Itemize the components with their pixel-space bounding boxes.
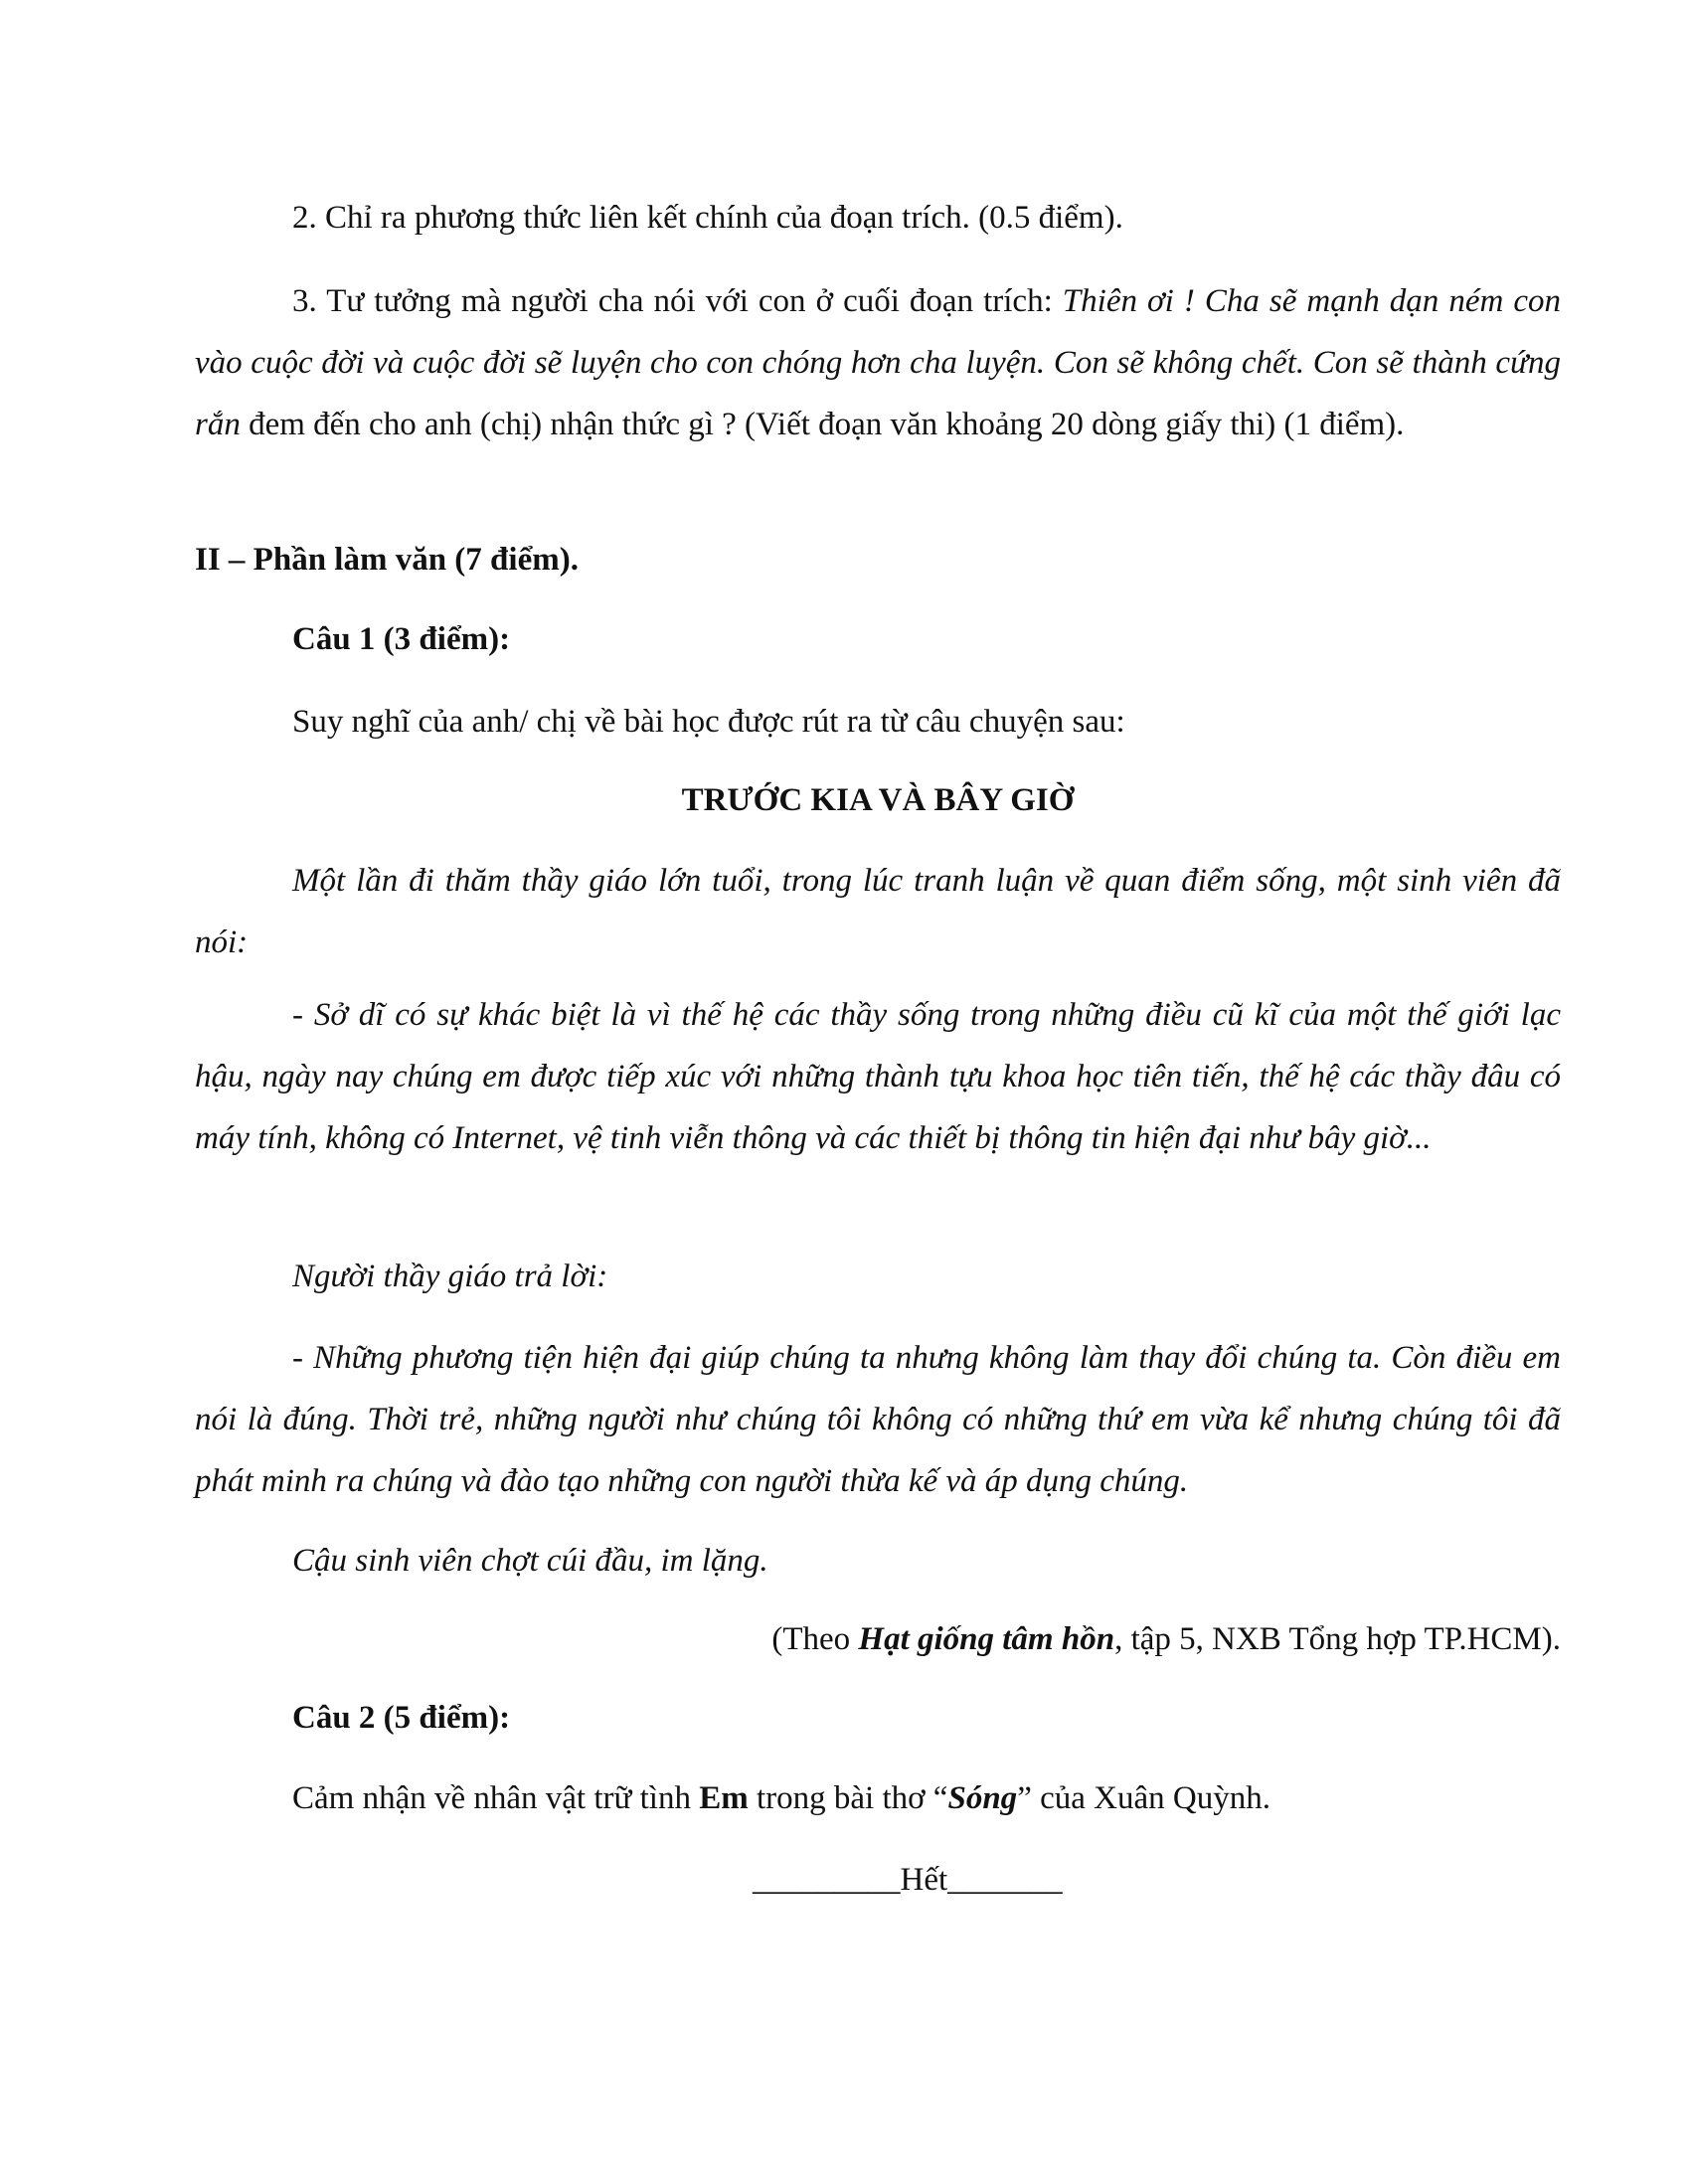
end-marker: _________Hết_______ bbox=[753, 1862, 1063, 1898]
cau-2-heading: Câu 2 (5 điểm): bbox=[292, 1700, 511, 1736]
source-prefix: (Theo bbox=[771, 1621, 859, 1657]
story-paragraph-2: - Sở dĩ có sự khác biệt là vì thế hệ các thầy sống trong những điều cũ kĩ của một thế giới lạc hậu, ngày nay chúng em được tiếp xúc với những thành tựu khoa học tiên tiến, thế hệ các thầy đâu có máy tính, không có Internet, vệ tinh viễn thông và các thiết bị thông tin hiện đại như bây giờ... bbox=[195, 997, 1561, 1156]
source-suffix: , tập 5, NXB Tổng hợp TP.HCM). bbox=[1114, 1621, 1561, 1657]
story-paragraph-4: - Những phương tiện hiện đại giúp chúng ta nhưng không làm thay đổi chúng ta. Còn điều em nói là đúng. Thời trẻ, những người như chúng tôi không có những thứ em vừa kể nhưng chúng tôi đã phát minh ra chúng và đào tạo những con người thừa kế và áp dụng chúng. bbox=[195, 1340, 1561, 1499]
story-source bbox=[195, 1608, 1561, 1670]
cau-2-text bbox=[195, 1767, 1561, 1829]
source-book-title: Hạt giống tâm hồn bbox=[858, 1621, 1115, 1657]
story-paragraph-5: Cậu sinh viên chợt cúi đầu, im lặng. bbox=[292, 1543, 768, 1579]
cau-2-suffix: ” của Xuân Quỳnh. bbox=[1017, 1780, 1270, 1816]
cau-1-heading: Câu 1 (3 điểm): bbox=[292, 621, 511, 657]
question-3-suffix: đem đến cho anh (chị) nhận thức gì ? (Viết đoạn văn khoảng 20 dòng giấy thi) (1 điểm). bbox=[240, 407, 1405, 442]
cau-2-mid: trong bài thơ “ bbox=[748, 1780, 948, 1816]
question-3-prefix: 3. Tư tưởng mà người cha nói với con ở cuối đoạn trích: bbox=[292, 283, 1063, 319]
question-2: 2. Chỉ ra phương thức liên kết chính của đoạn trích. (0.5 điểm). bbox=[292, 200, 1123, 236]
question-3-quote: Thiên ơi ! Cha sẽ mạnh dạn ném con vào cuộc đời và cuộc đời sẽ luyện cho con chóng hơn cha luyện. Con sẽ không chết. Con sẽ thành cứng rắn bbox=[195, 283, 1561, 442]
section-2-heading: II – Phần làm văn (7 điểm). bbox=[195, 542, 579, 578]
cau-2-prefix: Cảm nhận về nhân vật trữ tình bbox=[292, 1780, 700, 1816]
cau-1-prompt: Suy nghĩ của anh/ chị về bài học được rút ra từ câu chuyện sau: bbox=[292, 704, 1125, 740]
story-title: TRƯỚC KIA VÀ BÂY GIỜ bbox=[681, 782, 1075, 818]
story-paragraph-1: Một lần đi thăm thầy giáo lớn tuổi, trong lúc tranh luận về quan điểm sống, một sinh viên đã nói: bbox=[195, 863, 1561, 960]
question-3 bbox=[195, 270, 1561, 455]
cau-2-poem-title: Sóng bbox=[947, 1780, 1018, 1816]
cau-2-em: Em bbox=[699, 1780, 749, 1816]
story-paragraph-3: Người thầy giáo trả lời: bbox=[292, 1259, 608, 1294]
